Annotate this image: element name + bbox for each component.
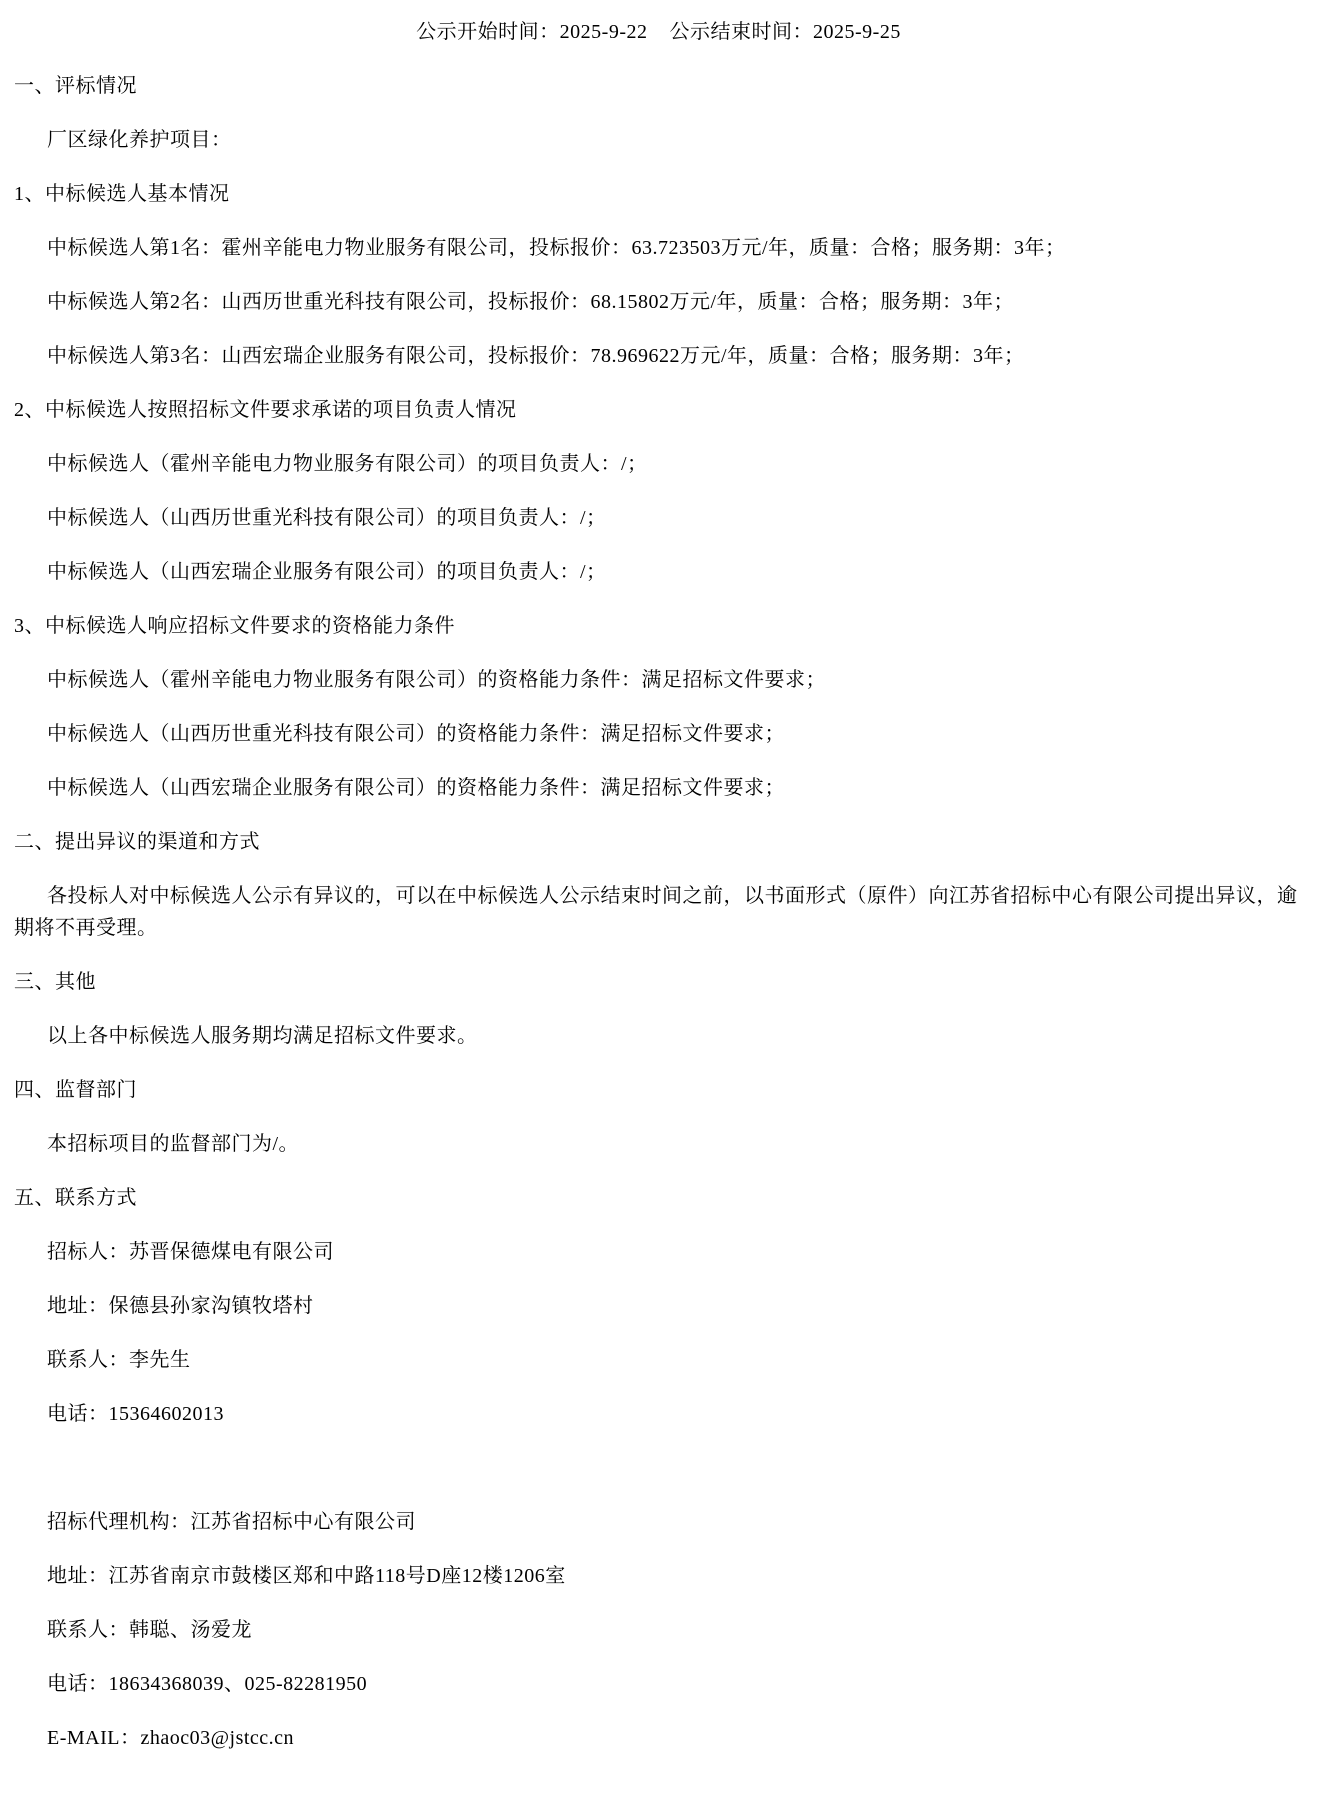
section-5-heading: 五、联系方式: [14, 1187, 137, 1209]
project-manager-line-3: 中标候选人（山西宏瑞企业服务有限公司）的项目负责人：/；: [47, 561, 607, 583]
section-2-heading: 二、提出异议的渠道和方式: [14, 831, 260, 853]
section-3-heading: 三、其他: [14, 971, 96, 993]
publicity-start-time: 公示开始时间：2025-9-22: [416, 21, 648, 43]
candidate-rank-3-line: 中标候选人第3名：山西宏瑞企业服务有限公司，投标报价：78.969622万元/年，质量：合格；服务期：3年；: [47, 345, 1025, 367]
blank-line-spacer: [14, 1452, 1303, 1484]
supervision-department-line: 本招标项目的监督部门为/。: [47, 1133, 300, 1155]
agency-contact-line: 联系人：韩聪、汤爱龙: [47, 1619, 252, 1641]
tenderer-address-line: 地址：保德县孙家沟镇牧塔村: [47, 1295, 314, 1317]
candidate-rank-2-line: 中标候选人第2名：山西历世重光科技有限公司，投标报价：68.15802万元/年，质量：合格；服务期：3年；: [47, 291, 1015, 313]
sub-section-2-heading: 2、中标候选人按照招标文件要求承诺的项目负责人情况: [14, 399, 517, 421]
qualification-line-2: 中标候选人（山西历世重光科技有限公司）的资格能力条件：满足招标文件要求；: [47, 723, 785, 745]
agency-address-line: 地址：江苏省南京市鼓楼区郑和中路118号D座12楼1206室: [47, 1565, 566, 1587]
tenderer-name-line: 招标人：苏晋保德煤电有限公司: [47, 1241, 334, 1263]
tenderer-contact-line: 联系人：李先生: [47, 1349, 191, 1371]
objection-paragraph: 各投标人对中标候选人公示有异议的，可以在中标候选人公示结束时间之前，以书面形式（原件）向江苏省招标中心有限公司提出异议，逾期将不再受理。: [14, 885, 1298, 939]
section-4-heading: 四、监督部门: [14, 1079, 137, 1101]
publicity-end-time: 公示结束时间：2025-9-25: [669, 21, 901, 43]
project-name-line: 厂区绿化养护项目：: [47, 129, 232, 151]
agency-phone-line: 电话：18634368039、025-82281950: [47, 1673, 368, 1695]
publicity-period-line: [14, 16, 1303, 48]
project-manager-line-1: 中标候选人（霍州辛能电力物业服务有限公司）的项目负责人：/；: [47, 453, 648, 475]
sub-section-1-heading: 1、中标候选人基本情况: [14, 183, 230, 205]
sub-section-3-heading: 3、中标候选人响应招标文件要求的资格能力条件: [14, 615, 455, 637]
service-period-note: 以上各中标候选人服务期均满足招标文件要求。: [47, 1025, 478, 1047]
agency-email-line: E-MAIL：zhaoc03@jstcc.cn: [47, 1727, 295, 1749]
candidate-rank-1-line: 中标候选人第1名：霍州辛能电力物业服务有限公司，投标报价：63.723503万元/年，质量：合格；服务期：3年；: [47, 237, 1066, 259]
tenderer-phone-line: 电话：15364602013: [47, 1403, 224, 1425]
section-1-heading: 一、评标情况: [14, 75, 137, 97]
agency-name-line: 招标代理机构：江苏省招标中心有限公司: [47, 1511, 416, 1533]
qualification-line-3: 中标候选人（山西宏瑞企业服务有限公司）的资格能力条件：满足招标文件要求；: [47, 777, 785, 799]
qualification-line-1: 中标候选人（霍州辛能电力物业服务有限公司）的资格能力条件：满足招标文件要求；: [47, 669, 826, 691]
project-manager-line-2: 中标候选人（山西历世重光科技有限公司）的项目负责人：/；: [47, 507, 607, 529]
